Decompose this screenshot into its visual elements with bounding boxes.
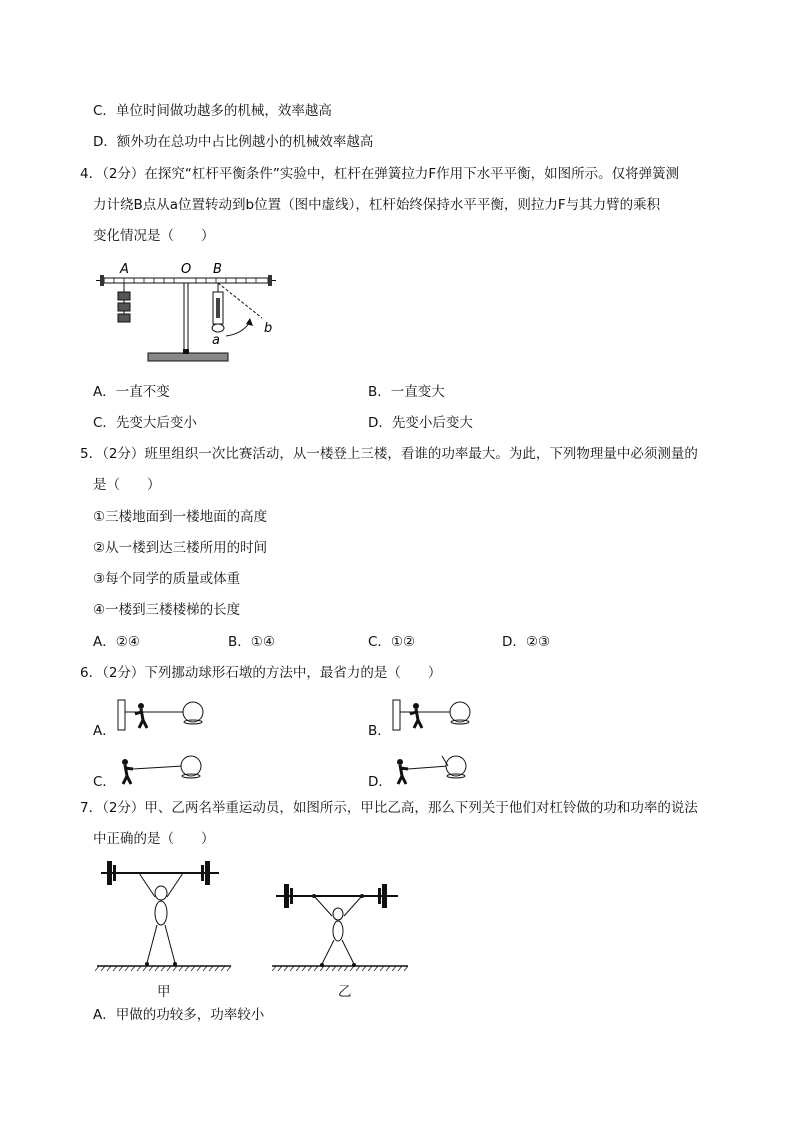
- q7-stem-line1: 7．（2分）甲、乙两名举重运动员，如图所示，甲比乙高，那么下列关于他们对杠铃做的功和功率的说法: [80, 800, 698, 816]
- q6-figure-b: [390, 696, 482, 734]
- q4-stem-line2: 力计绕B点从a位置转动到b位置（图中虚线），杠杆始终保持水平平衡，则拉力F与其力臂的乘积: [93, 197, 661, 213]
- q6-option-d-label: D．: [368, 774, 392, 790]
- q5-item-2: ②从一楼到达三楼所用的时间: [93, 540, 268, 556]
- q6-option-c-label: C．: [93, 774, 116, 790]
- q5-stem-line2: 是（ ）: [93, 477, 161, 493]
- q6-stem-line1: 6．（2分）下列挪动球形石墩的方法中，最省力的是（ ）: [80, 665, 442, 681]
- q4-stem-line3: 变化情况是（ ）: [93, 228, 215, 244]
- q5-option-c: C．①②: [368, 634, 416, 650]
- q7-option-a: A．甲做的功较多，功率较小: [93, 1007, 265, 1023]
- weightlifter-jia-figure: [95, 855, 235, 973]
- q4-option-b: B．一直变大: [368, 384, 445, 400]
- q4-option-c: C．先变大后变小: [93, 415, 197, 431]
- q6-figure-d: [390, 748, 482, 790]
- lever-figure: [92, 256, 282, 366]
- q5-item-4: ④一楼到三楼楼梯的长度: [93, 602, 241, 618]
- weightlifter-yi-figure: [272, 876, 410, 973]
- label-jia: 甲: [157, 984, 171, 1000]
- q5-option-b: B．①④: [228, 634, 275, 650]
- label-B: B: [213, 262, 222, 277]
- q6-option-a-label: A．: [93, 723, 116, 739]
- q5-item-1: ①三楼地面到一楼地面的高度: [93, 509, 268, 525]
- label-O: O: [181, 262, 192, 277]
- label-b: b: [264, 321, 273, 336]
- q6-option-b-label: B．: [368, 723, 391, 739]
- q6-figure-c: [115, 752, 207, 790]
- label-a: a: [212, 333, 220, 348]
- q3-option-c: C．单位时间做功越多的机械，效率越高: [93, 103, 332, 119]
- q3-option-d: D．额外功在总功中占比例越小的机械效率越高: [93, 134, 374, 150]
- q5-option-d: D．②③: [502, 634, 551, 650]
- q4-option-a: A．一直不变: [93, 384, 170, 400]
- q5-item-3: ③每个同学的质量或体重: [93, 571, 241, 587]
- q5-option-a: A．②④: [93, 634, 140, 650]
- label-yi: 乙: [338, 984, 352, 1000]
- q6-figure-a: [115, 696, 207, 734]
- q7-stem-line2: 中正确的是（ ）: [93, 831, 215, 847]
- q4-option-d: D．先变小后变大: [368, 415, 473, 431]
- q4-stem-line1: 4．（2分）在探究“杠杆平衡条件”实验中，杠杆在弹簧拉力F作用下水平平衡，如图所示。仅将弹簧测: [80, 166, 680, 182]
- label-A: A: [120, 262, 129, 277]
- q5-stem-line1: 5．（2分）班里组织一次比赛活动，从一楼登上三楼，看谁的功率最大。为此，下列物理量中必须测量的: [80, 446, 698, 462]
